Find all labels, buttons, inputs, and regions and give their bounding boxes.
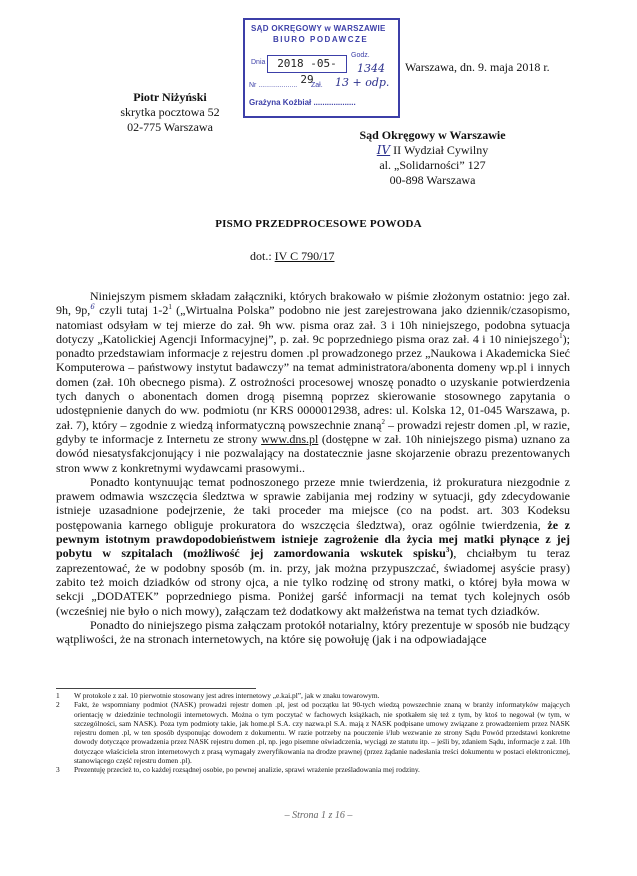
addressee-city: 00-898 Warszawa [389,173,476,187]
stamp-hour-label: Godz. [351,52,370,59]
footnotes [56,691,570,775]
footnote-3-text: Prezentuję przecież to, co każdej rozsądnej osobie, po pewnej analizie, sprawi wrażenie prześladowania mej rodziny. [74,765,420,775]
footnote-1-number: 1 [56,691,60,700]
footnote-2-number: 2 [56,700,60,710]
document-title: PISMO PRZEDPROCESOWE POWODA [215,218,422,230]
stamp-office-name: BIURO PODAWCZE [273,35,369,44]
sender-block [100,90,240,135]
case-reference-number: IV C 790/17 [274,249,335,263]
paragraph-3: Ponadto do niniejszego pisma załączam protokół notarialny, który prezentuje w sposób nie budzący wątpliwości, że na stronach internetowych, na które się powołuję (jak i na odpowiadające [56,617,570,647]
footnote-divider [56,688,256,689]
addressee-block [350,128,515,188]
stamp-date-label: Dnia [251,59,266,66]
footnote-3-number: 3 [56,765,60,775]
footnote-1 [56,691,570,700]
case-reference-label: dot.: [250,249,272,263]
case-reference [250,249,334,264]
stamp-clerk-name: Grażyna Koźbiał ................... [249,98,356,107]
registry-stamp [243,18,400,118]
sender-name: Piotr Niżyński [133,90,207,104]
paragraph-2 [56,475,570,618]
paragraph-2-bold: że z pewnym istotnym prawdopodobieństwem istnieje zagrożenie dla życia mej matki płynące z jej pobytu w szpitalach (możliwość jej zamordowania wskutek spisku [56,517,570,561]
page-number: – Strona 1 z 16 – [284,810,353,821]
paragraph-2-bold-end: ) [449,546,454,561]
paragraph-2-text-a: Ponadto kontynuując temat podnoszonego przeze mnie twierdzenia, iż prokuratura niezgodnie z prawem odmawia wszczęcia śledztwa w sprawie zabijania mej rodziny w sytuacji, gdy zdecydowanie istnieje uzasadnione podejrzenie, że taki proceder ma miejsce (co na podst. art. 303 Kodeksu postępowania karnego obliguje prokuratora do wszczęcia śledztwa), oraz ogólnie twierdzenia, [56,474,570,532]
paragraph-1-text-e: – prowadzi rejestr domen .pl, w razie, gdyby te informacje z Internetu ze strony [56,417,570,446]
paragraph-2-text-b: , chciałbym tu teraz zaprezentować, że w podobny sposób (m. in. przy, jak można przypuszczać, świadomej asyście prasy) zabito też moich dziadków od strony ojca, a nie tylko rodzinę od strony matki, o której była mowa w sekcji „DODATEK” poprzedniego pisma. Poniżej garść informacji na temat tych kolejnych osób (wcześniej nie było o nich mowy), załączam też dodatkowy akt małżeństwa na temat tych dziadków. [56,546,571,618]
stamp-attachments-label: Zał. [311,82,323,89]
addressee-department-line [350,143,515,158]
paragraph-1-text-f: (dostępne w zał. 10h niniejszego pisma) uznano za dowód niesatysfakcjonujący i nie pozwalający na dostatecznie jasne skojarzenie obrazu prezentowanych stron www z konkretnymi wydawcami prasowymi.. [56,431,570,475]
addressee-department-correction: IV [376,143,391,157]
paragraph-1-text-d: ); ponadto przedstawiam informacje z rejestru domen .pl prowadzonego przez „Naukowa i Akademicka Sieć Komputerowa – państwowy instytut badawczy” na temat administratora/abonenta domeny wp.pl i innych domen (zał. 10h obecnego pisma). Z ostrożności procesowej wnoszę ponadto o uzyskanie potwierdzenia tych danych o abonentach domen drogą pisemną poprzez skierowanie stosownego zapytania o udostępnienie danych do ww. podmiotu (nr KRS 0000012938, adres: ul. Kolska 12, 01-045 Warszawa, p. zał. 7), który – zgodnie z wiedzą informatyczną powszechnie znaną [56,331,570,432]
addressee-department: II Wydział Cywilny [393,143,489,157]
footnote-2 [56,700,570,765]
paragraph-1 [56,289,570,475]
paragraph-1-text-b: czyli tutaj 1-2 [94,303,169,318]
paragraph-1-text-c: („Wirtualna Polska” podobno nie jest zarejestrowana jako dziennik/czasopismo, natomiast odsyłam w tej mierze do zał. 9h ww. pisma oraz zał. 3 i 10h niniejszego, podobna sytuacja dotyczy „Katolickiej Agencji Informacyjnej”, p. zał. 9c poprzedniego pisma oraz zał. 4 i 10 niniejszego [56,303,570,346]
footnote-1-text: W protokole z zał. 10 pierwotnie stosowany jest adres internetowy „e.kai.pl”, jak w znaku towarowym. [74,691,380,700]
paragraph-1-text-a: Niniejszym pismem składam załączniki, których brakowało w piśmie złożonym ostatnio: jego zał. 9h, 9p, [56,289,570,318]
footnote-2-text: Fakt, że wspomniany podmiot (NASK) prowadzi rejestr domen .pl, jest od początku lat 90-tych wiedzą powszechnie znaną w branży informatyków mających orientację w dziedzinie technologii internetowych. Można o tym poczytać w fachowych książkach, nie spotkałem się też z tym, by ktoś to negował (w tym, w szczególności, sam NASK). Poza tym podmioty takie, jak home.pl S.A. czy nazwa.pl S.A. mają z NASK podpisane umowy związane z prowadzeniem przez NASK rejestru domen .pl, w ten sposób dysponując dowodem z dokumentu. W razie potrzeby na pouczenie i/lub wezwanie ze strony Sądu Powód przedstawi konkretne dowody dotyczące prowadzenia przez NASK rejestru domen .pl, np. jego pisemne oświadczenia, wyciągi ze statutu itp. – jeśli by, zdaniem Sądu, informacje z zał. 10h dotyczące właściciela stron internetowych z prasą wymagały zweryfikowania na drodze prawnej (przez żądanie nadesłania treści dokumentu w postaci elektronicznej, stanowiącego część rejestru domen .pl). [74,700,570,766]
sender-address-line-1: skrytka pocztowa 52 [120,105,220,119]
addressee-court: Sąd Okręgowy w Warszawie [359,128,506,142]
stamp-court-name: SĄD OKRĘGOWY w WARSZAWIE [251,24,386,33]
stamp-attachments-value: 13 + odp. [335,76,390,89]
addressee-street: al. „Solidarności” 127 [379,158,486,172]
footnote-ref-1b: 1 [559,331,563,340]
stamp-hour-value: 1344 [357,62,385,75]
stamp-nr-label: Nr .................... [249,82,298,89]
footnote-ref-3: 3 [445,546,450,555]
footnote-3 [56,765,570,774]
stamp-date-value: 2018 -05- 29 [267,55,347,73]
handwritten-insert: 6 [90,303,95,312]
footnote-ref-1: 1 [168,303,172,312]
letter-body [56,289,570,646]
dns-link[interactable]: www.dns.pl [261,431,319,446]
place-date: Warszawa, dn. 9. maja 2018 r. [405,60,550,74]
sender-address-line-2: 02-775 Warszawa [127,120,213,134]
footnote-ref-2: 2 [381,417,385,426]
